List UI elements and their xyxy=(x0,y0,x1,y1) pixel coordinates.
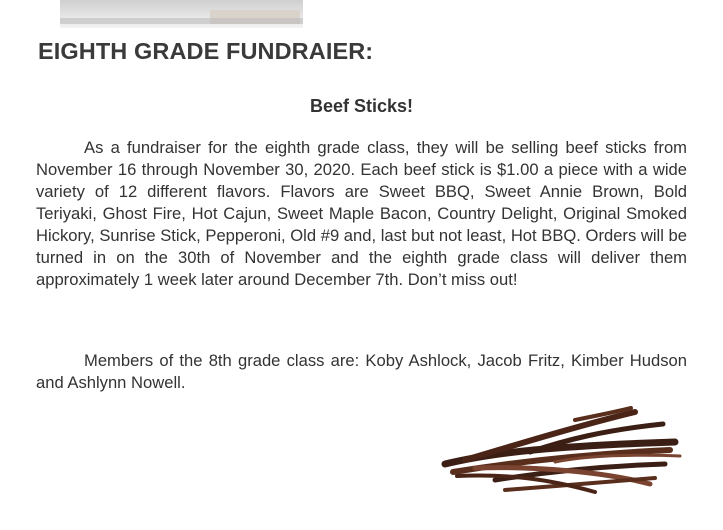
photo-streak xyxy=(60,18,303,24)
article-subhead: Beef Sticks! xyxy=(309,96,414,116)
article-paragraph-members: Members of the 8th grade class are: Koby Ashlock, Jacob Fritz, Kimber Hudson and Ashlynn Nowell. xyxy=(36,351,687,392)
beef-jerky-image xyxy=(435,402,685,502)
top-photo-fragment xyxy=(60,0,303,28)
article-paragraph-fundraiser: As a fundraiser for the eighth grade class, they will be selling beef sticks from November 16 through November 30, 2020. Each beef stick is $1.00 a piece with a wide variety of 12 different flavors. Flavors are Sweet BBQ, Sweet Annie Brown, Bold Teriyaki, Ghost Fire, Hot Cajun, Sweet Maple Bacon, Country Delight, Original Smoked Hickory, Sunrise Stick, Pepperoni, Old #9 and, last but not least, Hot BBQ. Orders will be turned in on the 30th of November and the eighth grade class will deliver them approximately 1 week later around December 7th. Don’t miss out! xyxy=(36,138,687,289)
article-headline: EIGHTH GRADE FUNDRAIER: xyxy=(38,38,374,64)
